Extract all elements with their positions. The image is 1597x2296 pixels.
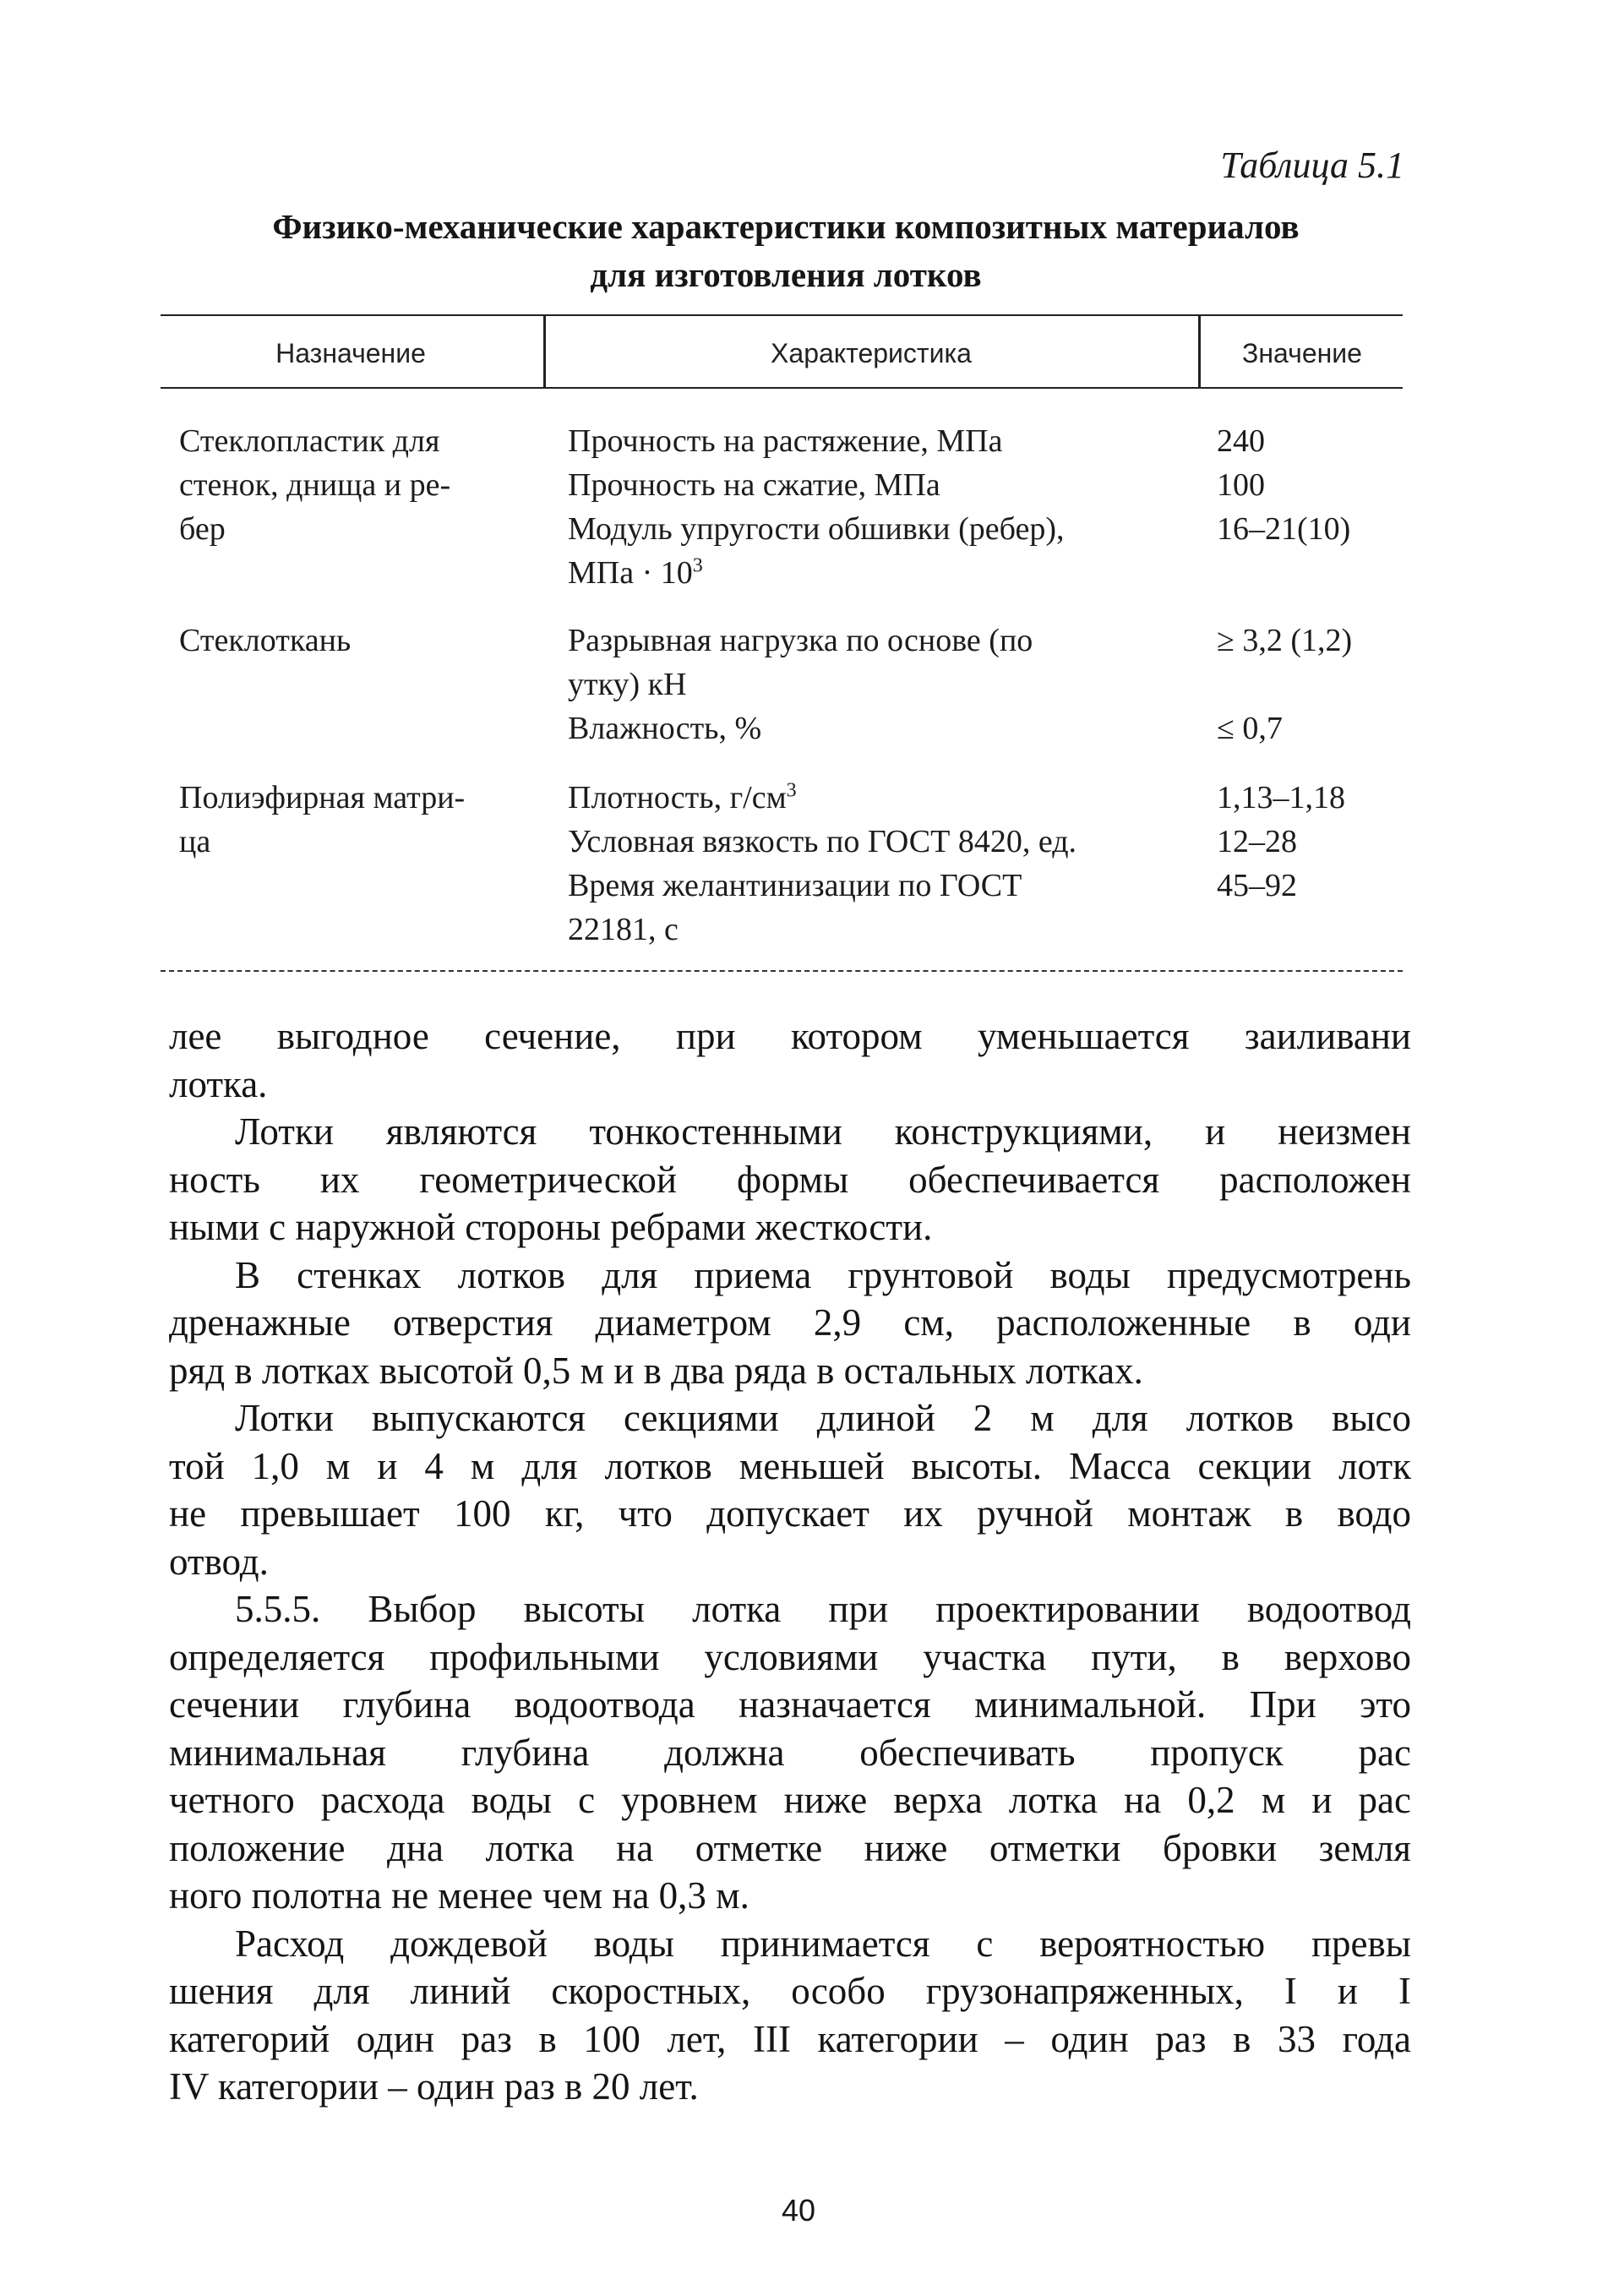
purpose-line: Стеклопластик для [179, 423, 440, 459]
text-line: той 1,0 м и 4 м для лотков меньшей высоты. Масса секции лотк [169, 1444, 1411, 1487]
text-line: В стенках лотков для приема грунтовой воды предусмотрень [235, 1253, 1411, 1296]
header-purpose: Назначение [275, 338, 426, 368]
value-line: 16–21(10) [1217, 511, 1351, 547]
value-line: ≥ 3,2 (1,2) [1217, 623, 1353, 658]
value-line: 1,13–1,18 [1217, 780, 1345, 815]
text-line: IV категории – один раз в 20 лет. [169, 2065, 699, 2108]
characteristic-line: 22181, с [568, 912, 679, 947]
characteristic-line: Модуль упругости обшивки (ребер), [568, 511, 1065, 547]
purpose-line: стенок, днища и ре- [179, 467, 451, 503]
text-line: Расход дождевой воды принимается с вероятностью превы [235, 1922, 1411, 1965]
text-line: определяется профильными условиями участка пути, в верхово [169, 1635, 1411, 1678]
text-line: дренажные отверстия диаметром 2,9 см, расположенные в оди [169, 1301, 1411, 1344]
characteristic-line: Прочность на растяжение, МПа [568, 423, 1003, 459]
characteristic-line: утку) кН [568, 667, 687, 702]
text-line: категорий один раз в 100 лет, III категории – один раз в 33 года [169, 2017, 1411, 2060]
characteristic-line: Плотность, $г/см^3$ [568, 779, 797, 815]
characteristic-line: Разрывная нагрузка по основе (по [568, 623, 1033, 658]
characteristic-line: МПа · $10^3$ [568, 554, 703, 591]
value-line [1217, 663, 1352, 706]
text-line: ряд в лотках высотой 0,5 м и в два ряда в остальных лотках. [169, 1349, 1143, 1392]
table-header-rule [161, 387, 1403, 389]
text-line: ность их геометрической формы обеспечивается расположен [169, 1158, 1411, 1201]
characteristic-cell [568, 419, 1064, 595]
page-number: 40 [781, 2193, 816, 2228]
superscript: 3 [786, 779, 797, 802]
text-line: не превышает 100 кг, что допускает их ручной монтаж в водо [169, 1492, 1411, 1535]
purpose-cell [179, 419, 450, 551]
purpose-line: бер [179, 511, 226, 547]
table-title [152, 203, 1420, 299]
characteristic-line: Влажность, % [568, 711, 762, 746]
text-line: лее выгодное сечение, при котором уменьшается заиливани [169, 1015, 1411, 1057]
superscript: 3 [692, 554, 703, 577]
text-line: 5.5.5. Выбор высоты лотка при проектировании водоотвод [235, 1588, 1411, 1630]
text-line: ными с наружной стороны ребрами жесткости. [169, 1206, 933, 1248]
purpose-cell [179, 619, 351, 663]
text-line: положение дна лотка на отметке ниже отметки бровки земля [169, 1826, 1411, 1869]
purpose-line: Полиэфирная матри- [179, 780, 466, 815]
value-line: 12–28 [1217, 824, 1297, 859]
header-characteristic: Характеристика [771, 338, 972, 368]
text-line: Лотки выпускаются секциями длиной 2 м для лотков высо [235, 1397, 1411, 1439]
value-cell [1217, 619, 1352, 750]
value-line: ≤ 0,7 [1217, 711, 1283, 746]
purpose-cell [179, 776, 465, 864]
value-cell [1217, 419, 1350, 551]
value-line: 240 [1217, 423, 1265, 459]
table-bottom-rule [161, 970, 1403, 972]
header-value: Значение [1242, 338, 1362, 368]
table-top-rule [161, 314, 1403, 316]
text-line: отвод. [169, 1540, 269, 1583]
purpose-line: ца [179, 824, 211, 859]
text-line: шения для линий скоростных, особо грузонапряженных, I и I [169, 1970, 1411, 2012]
text-line: лотка. [169, 1062, 268, 1105]
text-line: Лотки являются тонкостенными конструкциями, и неизмен [235, 1110, 1411, 1153]
text-line: четного расхода воды с уровнем ниже верха лотка на 0,2 м и рас [169, 1779, 1411, 1821]
value-line: 45–92 [1217, 868, 1297, 903]
body-text [169, 1012, 1411, 2111]
table-title-line: для изготовления лотков [590, 255, 982, 294]
value-line: 100 [1217, 467, 1265, 503]
table-title-line: Физико-механические характеристики композитных материалов [272, 207, 1300, 246]
characteristic-line: Прочность на сжатие, МПа [568, 467, 940, 503]
table-label: Таблица 5.1 [1220, 145, 1404, 186]
purpose-line: Стеклоткань [179, 623, 352, 658]
text-line: минимальная глубина должна обеспечивать пропуск рас [169, 1731, 1411, 1774]
characteristic-cell [568, 619, 1033, 750]
characteristic-line: Условная вязкость по ГОСТ 8420, ед. [568, 824, 1077, 859]
text-line: сечении глубина водоотвода назначается минимальной. При это [169, 1683, 1411, 1726]
characteristic-line: Время желантинизации по ГОСТ [568, 868, 1022, 903]
value-cell [1217, 776, 1345, 908]
characteristic-cell [568, 776, 1076, 952]
text-line: ного полотна не менее чем на 0,3 м. [169, 1874, 749, 1917]
